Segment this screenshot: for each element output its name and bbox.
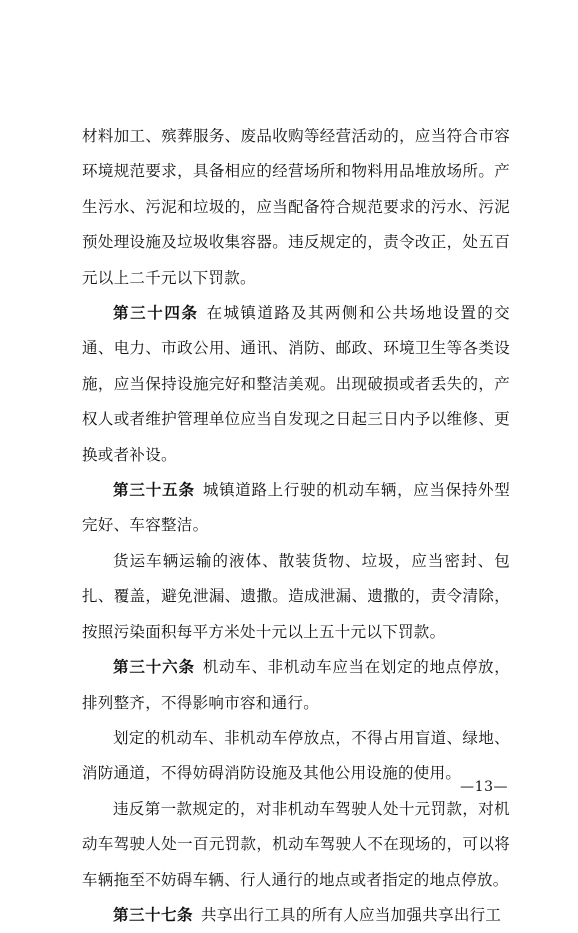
- paragraph-text: 城镇道路上行驶的机动车辆，应当保持外型完好、车容整洁。: [82, 481, 510, 535]
- paragraph-text: 货运车辆运输的液体、散装货物、垃圾，应当密封、包扎、覆盖，避免泄漏、遗撒。造成泄漏、遗撒的，责令清除，按照污染面积每平方米处十元以上五十元以下罚款。: [82, 551, 510, 641]
- article-heading: 第三十四条: [113, 304, 199, 323]
- article-35: [82, 473, 510, 544]
- paragraph: [82, 721, 510, 792]
- article-heading: 第三十五条: [113, 481, 195, 500]
- paragraph: [82, 792, 510, 898]
- article-37: [82, 898, 510, 933]
- page-number: —13—: [460, 779, 508, 795]
- paragraph-text: 违反第一款规定的，对非机动车驾驶人处十元罚款，对机动车驾驶人处一百元罚款，机动车驾驶人不在现场的，可以将车辆拖至不妨碍车辆、行人通行的地点或者指定的地点停放。: [82, 799, 510, 889]
- paragraph-continued: [82, 119, 510, 296]
- article-34: [82, 296, 510, 473]
- paragraph-text: 在城镇道路及其两侧和公共场地设置的交通、电力、市政公用、通讯、消防、邮政、环境卫生等各类设施，应当保持设施完好和整洁美观。出现破损或者丢失的，产权人或者维护管理单位应当自发现之日起三日内予以维修、更换或者补设。: [82, 304, 510, 464]
- paragraph-text: 机动车、非机动车应当在划定的地点停放，排列整齐，不得影响市容和通行。: [82, 658, 510, 712]
- article-heading: 第三十六条: [113, 658, 195, 677]
- document-body: [82, 119, 510, 933]
- paragraph-text: 共享出行工具的所有人应当加强共享出行工: [201, 905, 502, 924]
- paragraph-text: 材料加工、殡葬服务、废品收购等经营活动的，应当符合市容环境规范要求，具备相应的经营场所和物料用品堆放场所。产生污水、污泥和垃圾的，应当配备符合规范要求的污水、污泥预处理设施及垃圾收集容器。违反规定的，责令改正，处五百元以上二千元以下罚款。: [82, 127, 510, 287]
- paragraph-text: 划定的机动车、非机动车停放点，不得占用盲道、绿地、消防通道，不得妨碍消防设施及其他公用设施的使用。: [82, 728, 510, 783]
- article-36: [82, 650, 510, 721]
- paragraph: [82, 544, 510, 650]
- article-heading: 第三十七条: [113, 905, 194, 924]
